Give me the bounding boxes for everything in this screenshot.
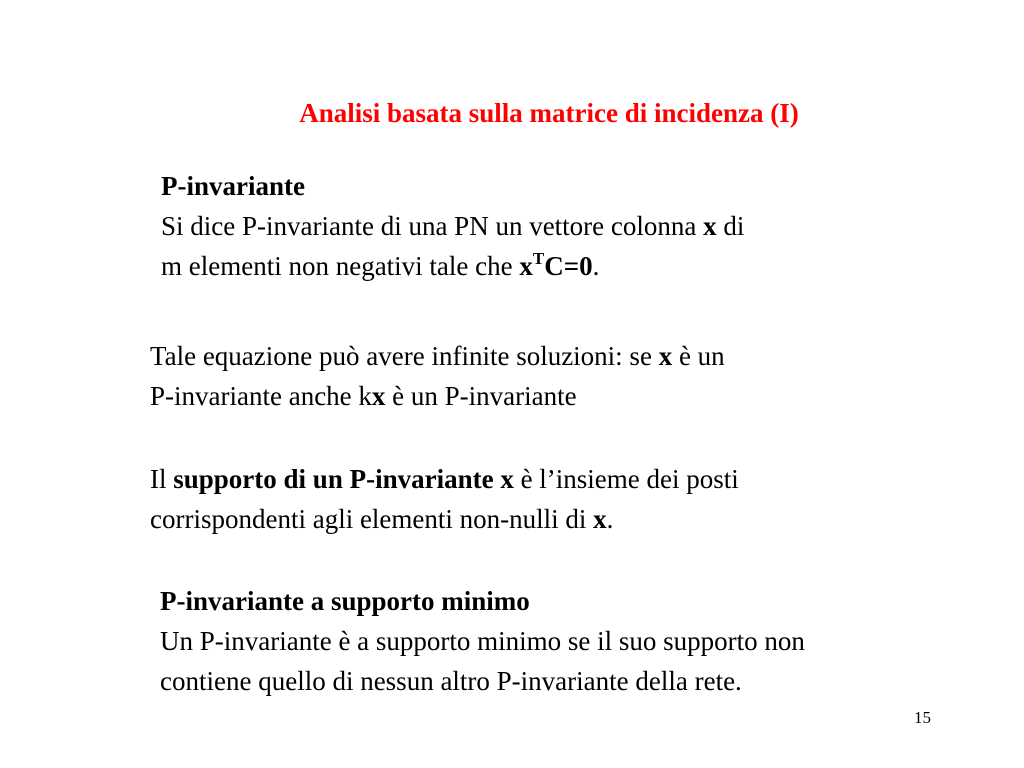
p-invariante-heading: P-invariante (161, 171, 305, 201)
supporto-minimo-line-1: Un P-invariante è a supporto minimo se il suo supporto non (160, 626, 805, 656)
transpose-superscript: T (532, 249, 545, 268)
supporto-minimo-definition (160, 581, 805, 701)
soluzioni-line-1: Tale equazione può avere infinite soluzioni: se x è un (150, 341, 725, 371)
supporto-minimo-heading: P-invariante a supporto minimo (160, 586, 530, 616)
supporto-line-1: Il supporto di un P-invariante x è l’insieme dei posti (150, 464, 739, 494)
p-invariante-line-2: m elementi non negativi tale che $x^TC=0$. (161, 249, 600, 281)
soluzioni-line-2: P-invariante anche kx è un P-invariante (150, 381, 577, 411)
p-invariante-line-1: Si dice P-invariante di una PN un vettore colonna x di (161, 211, 745, 241)
supporto-minimo-line-2: contiene quello di nessun altro P-invariante della rete. (160, 666, 742, 696)
soluzioni-paragraph (150, 336, 725, 416)
page-number: 15 (914, 708, 931, 727)
supporto-line-2: corrispondenti agli elementi non-nulli di x. (150, 504, 614, 534)
slide-title: Analisi basata sulla matrice di incidenza (I) (299, 98, 799, 128)
supporto-paragraph (150, 459, 739, 539)
p-invariante-definition (161, 166, 744, 286)
